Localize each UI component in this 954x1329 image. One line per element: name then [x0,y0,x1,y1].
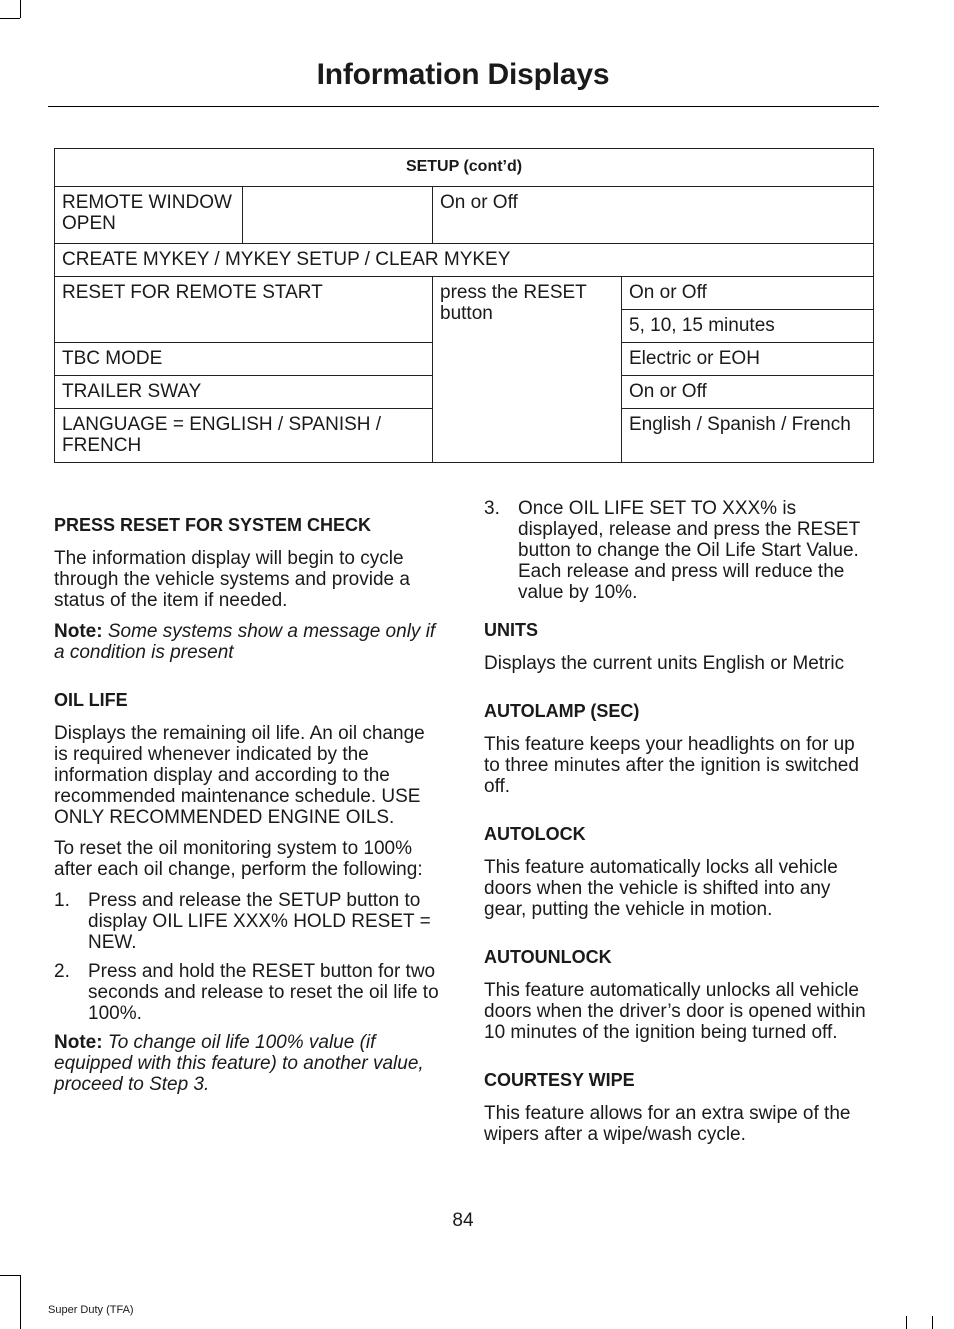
row-value: On or Off [622,376,874,409]
setup-table [54,148,874,463]
right-column [484,498,873,1155]
note-text: Some systems show a message only if a condition is present [54,621,436,663]
table-header-row [55,149,874,187]
row-value: Electric or EOH [622,343,874,376]
note [54,621,443,663]
paragraph: This feature automatically locks all vehicle doors when the vehicle is shifted into any gear, putting the vehicle in motion. [484,857,838,920]
step-number: 1. [54,890,70,911]
note-label: Note: [54,1032,103,1053]
list-item [484,498,873,603]
crop-mark [932,1316,933,1329]
footer-model: Super Duty (TFA) [48,1304,134,1316]
paragraph: The information display will begin to cycle through the vehicle systems and provide a status of the item if needed. [54,548,410,611]
section-heading: COURTESY WIPE [484,1070,635,1090]
section-heading: UNITS [484,620,538,640]
row-label: TRAILER SWAY [55,376,433,409]
step-text: Once OIL LIFE SET TO XXX% is displayed, release and press the RESET button to change the Oil Life Start Value. Each release and press will reduce the value by 10%. [518,498,860,603]
row-label: CREATE MYKEY / MYKEY SETUP / CLEAR MYKEY [55,244,874,277]
row-value: English / Spanish / French [622,409,874,463]
page-number: 84 [452,1210,474,1231]
section-heading: AUTOLAMP (SEC) [484,701,640,721]
crop-mark [906,1316,907,1329]
list-item [54,890,443,953]
note [54,1032,443,1095]
table-row [55,187,874,244]
crop-mark [0,1275,20,1276]
section-heading: OIL LIFE [54,690,128,710]
page-title: Information Displays [316,58,610,91]
left-column [54,514,443,1105]
row-label: TBC MODE [55,343,433,376]
row-action [243,187,433,244]
paragraph: This feature allows for an extra swipe of the wipers after a wipe/wash cycle. [484,1103,851,1145]
row-label: RESET FOR REMOTE START [55,277,433,343]
row-label: REMOTE WINDOW OPEN [55,187,243,244]
crop-mark [0,18,20,19]
row-value: On or Off [622,277,874,310]
crop-mark [20,1275,21,1329]
note-text: To change oil life 100% value (if equipped with this feature) to another value, proceed to Step 3. [54,1032,424,1095]
paragraph: Displays the remaining oil life. An oil change is required whenever indicated by the information display and according to the recommended maintenance schedule. USE ONLY RECOMMENDED ENGINE OILS. [54,723,425,828]
list-item [54,961,443,1024]
paragraph: This feature automatically unlocks all vehicle doors when the driver’s door is opened within 10 minutes of the ignition being turned off. [484,980,866,1043]
row-value: On or Off [433,187,874,244]
note-label: Note: [54,621,103,642]
step-number: 3. [484,498,500,519]
row-value: 5, 10, 15 minutes [622,310,874,343]
paragraph: Displays the current units English or Metric [484,653,845,674]
row-action: press the RESET button [433,277,622,463]
paragraph: This feature keeps your headlights on for up to three minutes after the ignition is switched off. [484,734,859,797]
title-divider [48,106,879,107]
paragraph: To reset the oil monitoring system to 100% after each oil change, perform the following: [54,838,423,880]
table-row [55,277,874,310]
step-number: 2. [54,961,70,982]
table-row [55,244,874,277]
crop-mark [20,0,21,18]
section-heading: AUTOLOCK [484,824,586,844]
section-heading: PRESS RESET FOR SYSTEM CHECK [54,515,372,535]
step-text: Press and hold the RESET button for two seconds and release to reset the oil life to 100%. [88,961,439,1024]
section-heading: AUTOUNLOCK [484,947,612,967]
step-text: Press and release the SETUP button to display OIL LIFE XXX% HOLD RESET = NEW. [88,890,431,953]
row-label: LANGUAGE = ENGLISH / SPANISH / FRENCH [55,409,433,463]
table-header: SETUP (cont’d) [55,149,874,187]
